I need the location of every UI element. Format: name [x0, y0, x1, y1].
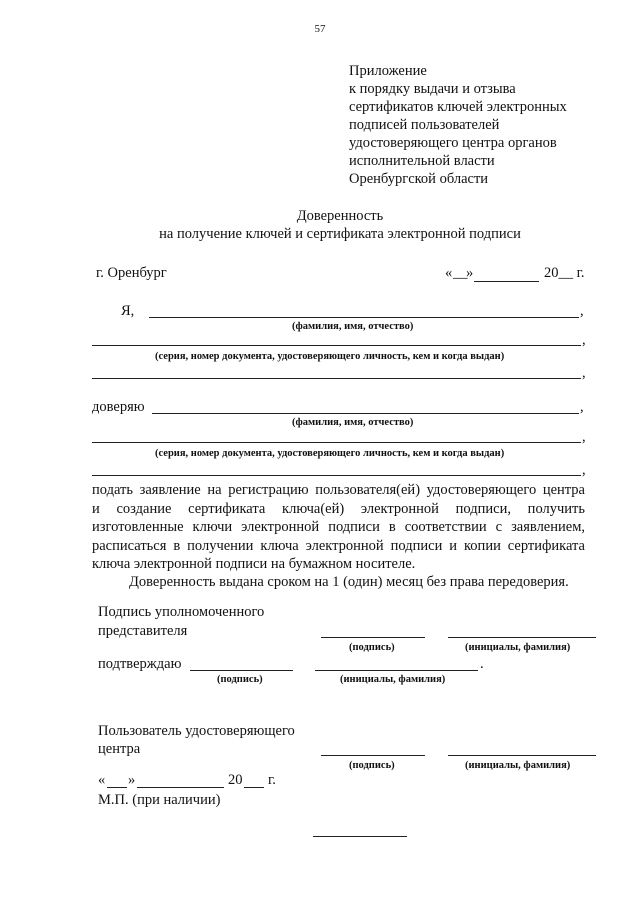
- user-label-2: центра: [98, 741, 141, 757]
- date-day-blank: __: [453, 265, 468, 281]
- agent-document-field-2[interactable]: [92, 475, 581, 476]
- bottom-date-year-field[interactable]: [244, 787, 264, 788]
- confirm-label: подтверждаю: [98, 656, 182, 672]
- representative-signature-field[interactable]: [321, 637, 425, 638]
- paragraph-line: изготовленные ключи электронной подписи в соответствии с заявлением,: [92, 519, 585, 535]
- representative-label-1: Подпись уполномоченного: [98, 604, 265, 620]
- paragraph-line: подать заявление на регистрацию пользователя(ей) удостоверяющего центра: [92, 482, 585, 498]
- bottom-date-month-field[interactable]: [137, 787, 224, 788]
- comma: ,: [582, 332, 586, 348]
- bottom-date-year-prefix: 20: [228, 772, 243, 788]
- user-signature-field[interactable]: [321, 755, 425, 756]
- comma: ,: [580, 303, 584, 319]
- appendix-line: Приложение: [349, 63, 427, 79]
- appendix-line: исполнительной власти: [349, 153, 495, 169]
- appendix-line: к порядку выдачи и отзыва: [349, 81, 516, 97]
- appendix-line: подписей пользователей: [349, 117, 500, 133]
- i-label: Я,: [121, 303, 135, 319]
- date-close-quote: »: [466, 265, 474, 281]
- bottom-date-year-suffix: г.: [268, 772, 276, 788]
- signature-hint: (подпись): [217, 674, 263, 685]
- comma: ,: [580, 399, 584, 415]
- initials-hint: (инициалы, фамилия): [340, 674, 446, 685]
- appendix-block: [349, 62, 567, 188]
- principal-document-field[interactable]: [92, 345, 581, 346]
- city: г. Оренбург: [96, 265, 167, 281]
- comma: ,: [582, 365, 586, 381]
- comma: ,: [582, 429, 586, 445]
- comma: ,: [582, 462, 586, 478]
- representative-initials-field[interactable]: [448, 637, 596, 638]
- bottom-date-day-field[interactable]: [107, 787, 127, 788]
- validity-text: Доверенность выдана сроком на 1 (один) месяц без права передоверия.: [129, 574, 569, 590]
- trust-label: доверяю: [92, 399, 145, 415]
- user-label-1: Пользователь удостоверяющего: [98, 723, 295, 739]
- fio-hint: (фамилия, имя, отчество): [292, 417, 414, 428]
- stamp-label: М.П. (при наличии): [98, 792, 221, 808]
- page-number: 57: [314, 23, 326, 35]
- user-initials-field[interactable]: [448, 755, 596, 756]
- bottom-date-open-quote: «: [98, 772, 106, 788]
- period: .: [480, 656, 484, 672]
- document-hint: (серия, номер документа, удостоверяющего личность, кем и когда выдан): [155, 448, 505, 459]
- signature-hint: (подпись): [349, 642, 395, 653]
- appendix-line: Оренбургской области: [349, 171, 489, 187]
- document-hint: (серия, номер документа, удостоверяющего личность, кем и когда выдан): [155, 351, 505, 362]
- closing-separator: [313, 836, 407, 837]
- agent-document-field[interactable]: [92, 442, 581, 443]
- appendix-line: сертификатов ключей электронных: [349, 99, 567, 115]
- initials-hint: (инициалы, фамилия): [465, 760, 571, 771]
- paragraph-line: ключа электронной подписи на бумажном носителе.: [92, 556, 416, 572]
- fio-hint: (фамилия, имя, отчество): [292, 321, 414, 332]
- date-year: 20__ г.: [544, 265, 585, 281]
- appendix-line: удостоверяющего центра органов: [349, 135, 557, 151]
- principal-document-field-2[interactable]: [92, 378, 581, 379]
- paragraph-line: и создание сертификата ключа(ей) электронной подписи, получить: [92, 500, 585, 517]
- initials-hint: (инициалы, фамилия): [465, 642, 571, 653]
- date-open-quote: «: [445, 265, 453, 281]
- bottom-date-close-quote: »: [128, 772, 136, 788]
- document-title: Доверенность: [296, 208, 384, 224]
- paragraph-line: расписаться в получении ключа электронной подписи и копии сертификата: [92, 537, 585, 554]
- signature-hint: (подпись): [349, 760, 395, 771]
- date-month-line[interactable]: [474, 281, 539, 282]
- representative-label-2: представителя: [98, 623, 188, 639]
- document-subtitle: на получение ключей и сертификата электронной подписи: [159, 226, 521, 242]
